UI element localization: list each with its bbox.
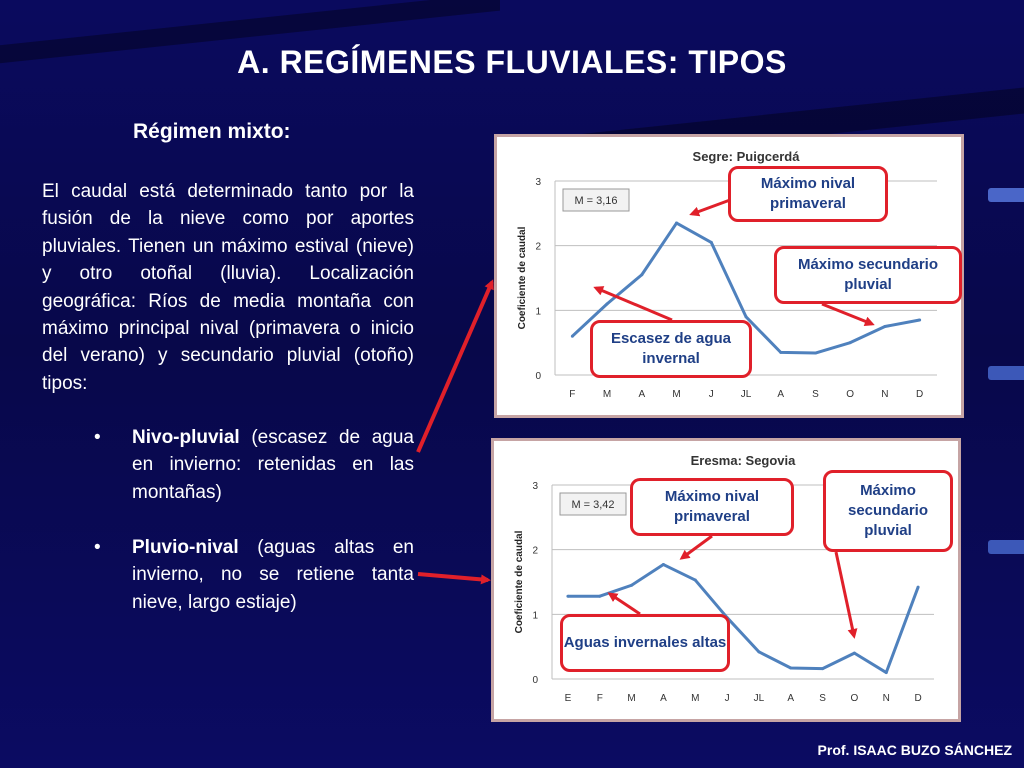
y-axis-label: Coeficiente de caudal bbox=[514, 530, 525, 634]
y-tick-label: 1 bbox=[535, 306, 541, 318]
x-tick-label: D bbox=[914, 693, 922, 704]
data-point bbox=[745, 315, 748, 318]
x-tick-label: M bbox=[672, 389, 681, 400]
x-tick-label: F bbox=[569, 389, 576, 400]
data-point bbox=[640, 273, 643, 276]
data-point bbox=[883, 325, 886, 328]
data-point bbox=[789, 667, 792, 670]
slide-tab-decoration bbox=[988, 540, 1024, 554]
x-tick-label: S bbox=[819, 693, 826, 704]
slide-title: A. REGÍMENES FLUVIALES: TIPOS bbox=[237, 44, 787, 80]
bullet-icon: • bbox=[94, 427, 101, 448]
y-tick-label: 2 bbox=[535, 241, 541, 253]
data-point bbox=[566, 595, 569, 598]
data-point bbox=[853, 652, 856, 655]
x-tick-label: O bbox=[846, 389, 855, 400]
x-tick-label: A bbox=[660, 693, 667, 704]
x-tick-label: J bbox=[708, 389, 714, 400]
x-tick-label: M bbox=[691, 693, 700, 704]
data-point bbox=[849, 341, 852, 344]
x-tick-label: O bbox=[850, 693, 859, 704]
slide-tab-decoration bbox=[988, 366, 1024, 380]
x-tick-label: A bbox=[638, 389, 646, 400]
bullet-text: (aguas altas en invierno, no se retiene tanta nieve, largo estiaje) bbox=[132, 537, 414, 613]
bullet-item-nivo-pluvial bbox=[42, 424, 414, 506]
bullet-item-pluvio-nival bbox=[42, 534, 414, 616]
mean-annotation: M = 3,16 bbox=[574, 195, 618, 207]
data-point bbox=[885, 671, 888, 674]
callout-max-secundario-segre: Máximo secundario pluvial bbox=[774, 246, 962, 304]
bullet-icon: • bbox=[94, 537, 101, 558]
bullet-text: (escasez de agua en invierno: retenidas en las montañas) bbox=[132, 427, 414, 503]
arrow-to-segre-chart bbox=[418, 282, 492, 452]
x-tick-label: M bbox=[602, 389, 612, 400]
data-point bbox=[779, 351, 782, 354]
data-point bbox=[630, 584, 633, 587]
x-tick-label: F bbox=[596, 693, 603, 704]
data-point bbox=[918, 319, 921, 322]
x-tick-label: A bbox=[787, 693, 795, 704]
slide-subtitle: Régimen mixto: bbox=[133, 120, 291, 143]
data-point bbox=[821, 667, 824, 670]
callout-max-nival-segre: Máximo nival primaveral bbox=[728, 166, 888, 222]
y-tick-label: 0 bbox=[532, 675, 538, 686]
data-point bbox=[598, 595, 601, 598]
x-tick-label: A bbox=[777, 389, 785, 400]
x-tick-label: E bbox=[564, 693, 572, 704]
data-point bbox=[710, 241, 713, 244]
mean-annotation: M = 3,42 bbox=[571, 499, 615, 511]
y-tick-label: 2 bbox=[532, 545, 538, 557]
callout-aguas-invernales: Aguas invernales altas bbox=[560, 614, 730, 672]
data-point bbox=[757, 650, 760, 653]
x-tick-label: M bbox=[627, 693, 636, 704]
data-point bbox=[662, 563, 665, 566]
x-tick-label: J bbox=[724, 693, 730, 704]
data-point bbox=[814, 352, 817, 355]
x-tick-label: S bbox=[812, 389, 819, 400]
x-tick-label: JL bbox=[740, 389, 752, 400]
y-axis-label: Coeficiente de caudal bbox=[517, 226, 528, 330]
intro-paragraph: El caudal está determinado tanto por la fusión de la nieve como por aportes pluviales. Tienen un máximo estival (nieve) y otro otoñal (lluvia). Localización geográfica: Ríos de media montaña con máximo principal nival (primavera o inicio del verano) y secundario pluvial (otoño) tipos: bbox=[42, 181, 414, 394]
x-tick-label: D bbox=[916, 389, 924, 400]
x-tick-label: JL bbox=[753, 693, 765, 704]
data-point bbox=[571, 335, 574, 338]
callout-max-nival-eresma: Máximo nival primaveral bbox=[630, 478, 794, 536]
y-tick-label: 3 bbox=[532, 481, 538, 492]
x-tick-label: N bbox=[882, 693, 890, 704]
data-point bbox=[694, 579, 697, 582]
y-tick-label: 1 bbox=[532, 610, 538, 622]
callout-max-secundario-eresma: Máximo secundario pluvial bbox=[823, 470, 953, 552]
slide-tab-decoration bbox=[988, 188, 1024, 202]
x-tick-label: N bbox=[881, 389, 889, 400]
arrow-to-eresma-chart bbox=[418, 574, 488, 580]
data-point bbox=[675, 222, 678, 225]
bullet-term: Nivo-pluvial bbox=[132, 427, 240, 448]
author-credit: Prof. ISAAC BUZO SÁNCHEZ bbox=[817, 742, 1012, 758]
y-tick-label: 0 bbox=[535, 371, 541, 382]
data-point bbox=[606, 302, 609, 305]
callout-escasez-invernal: Escasez de agua invernal bbox=[590, 320, 752, 378]
chart-title: Eresma: Segovia bbox=[690, 453, 796, 468]
chart-title: Segre: Puigcerdá bbox=[692, 149, 800, 164]
bullet-term: Pluvio-nival bbox=[132, 537, 239, 558]
data-point bbox=[917, 586, 920, 589]
y-tick-label: 3 bbox=[535, 177, 541, 188]
